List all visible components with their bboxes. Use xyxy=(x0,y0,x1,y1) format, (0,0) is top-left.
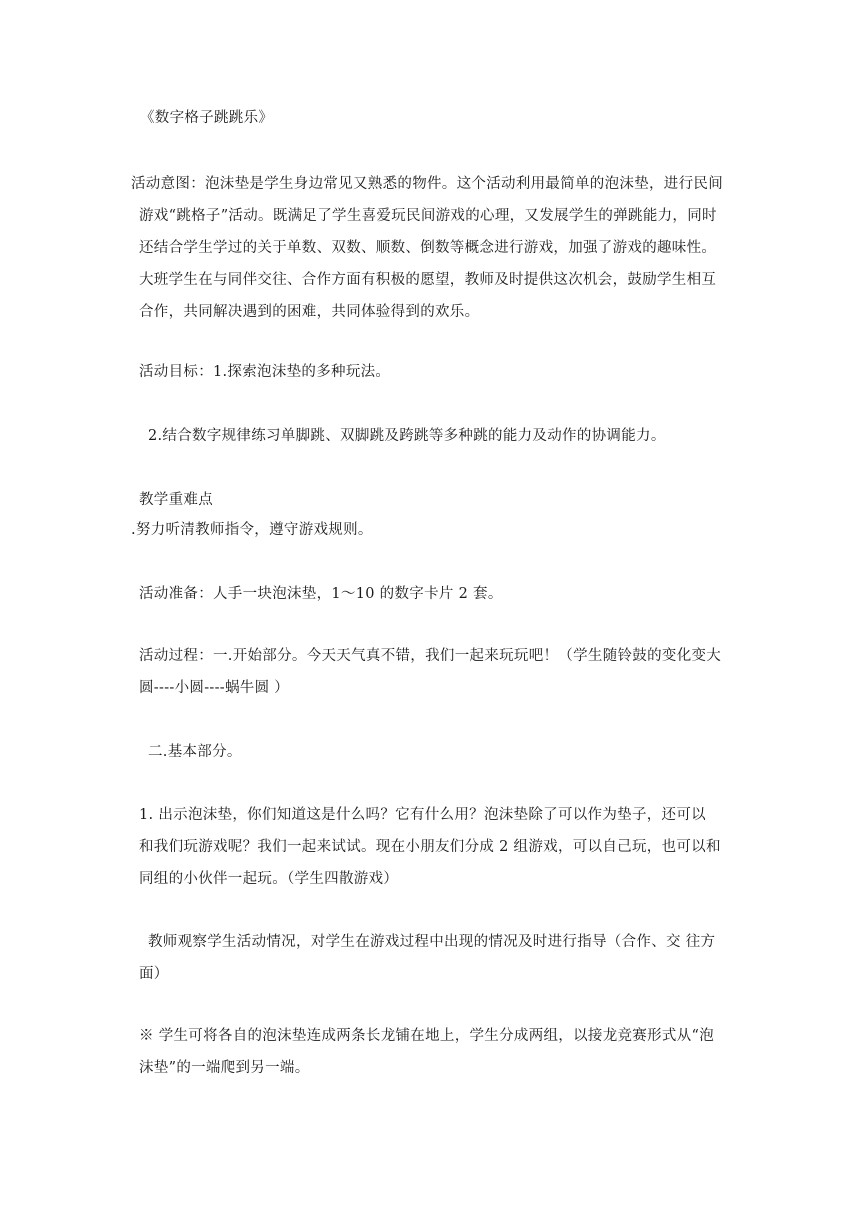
observe-line-1: 教师观察学生活动情况，对学生在游戏过程中出现的情况及时进行指导（合作、交 往方 xyxy=(148,934,716,950)
intent-line-1: 活动意图：泡沫垫是学生身边常见又熟悉的物件。这个活动利用最简单的泡沫垫，进行民间 xyxy=(131,176,723,192)
goal-1: 活动目标：1.探索泡沫垫的多种玩法。 xyxy=(139,364,391,380)
intent-line-2: 游戏“跳格子”活动。既满足了学生喜爱玩民间游戏的心理，又发展学生的弹跳能力，同时 xyxy=(139,208,717,224)
intent-line-5: 合作，共同解决遇到的困难，共同体验得到的欢乐。 xyxy=(139,304,480,320)
note-line-1: ※ 学生可将各自的泡沫垫连成两条长龙铺在地上，学生分成两组，以接龙竞赛形式从“泡 xyxy=(139,1028,715,1044)
document-title: 《数字格子跳跳乐》 xyxy=(140,110,274,126)
intent-line-4: 大班学生在与同伴交往、合作方面有积极的愿望，教师及时提供这次机会，鼓励学生相互 xyxy=(139,272,717,288)
process-line-2: 圆----小圆----蜗牛圆 ） xyxy=(139,680,290,696)
basic-heading: 二.基本部分。 xyxy=(148,744,242,760)
note-line-2: 沫垫”的一端爬到另一端。 xyxy=(139,1060,310,1076)
step1-line-3: 同组的小伙伴一起玩。（学生四散游戏） xyxy=(139,871,399,887)
step1-line-2: 和我们玩游戏呢？我们一起来试试。现在小朋友们分成 2 组游戏，可以自己玩，也可以和 xyxy=(139,839,721,855)
observe-line-2: 面） xyxy=(139,966,169,982)
process-line-1: 活动过程：一.开始部分。今天天气真不错，我们一起来玩玩吧！（学生随铃鼓的变化变大 xyxy=(139,648,722,664)
preparation: 活动准备：人手一块泡沫垫，1～10 的数字卡片 2 套。 xyxy=(139,586,503,602)
intent-line-3: 还结合学生学过的关于单数、双数、顺数、倒数等概念进行游戏，加强了游戏的趣味性。 xyxy=(139,240,717,256)
difficulty-text: .努力听清教师指令，遵守游戏规则。 xyxy=(131,522,373,538)
step1-line-1: 1. 出示泡沫垫，你们知道这是什么吗？它有什么用？泡沫垫除了可以作为垫子，还可以 xyxy=(139,807,706,823)
goal-2: 2.结合数字规律练习单脚跳、双脚跳及跨跳等多种跳的能力及动作的协调能力。 xyxy=(148,428,666,444)
difficulty-heading: 教学重难点 xyxy=(139,492,213,508)
